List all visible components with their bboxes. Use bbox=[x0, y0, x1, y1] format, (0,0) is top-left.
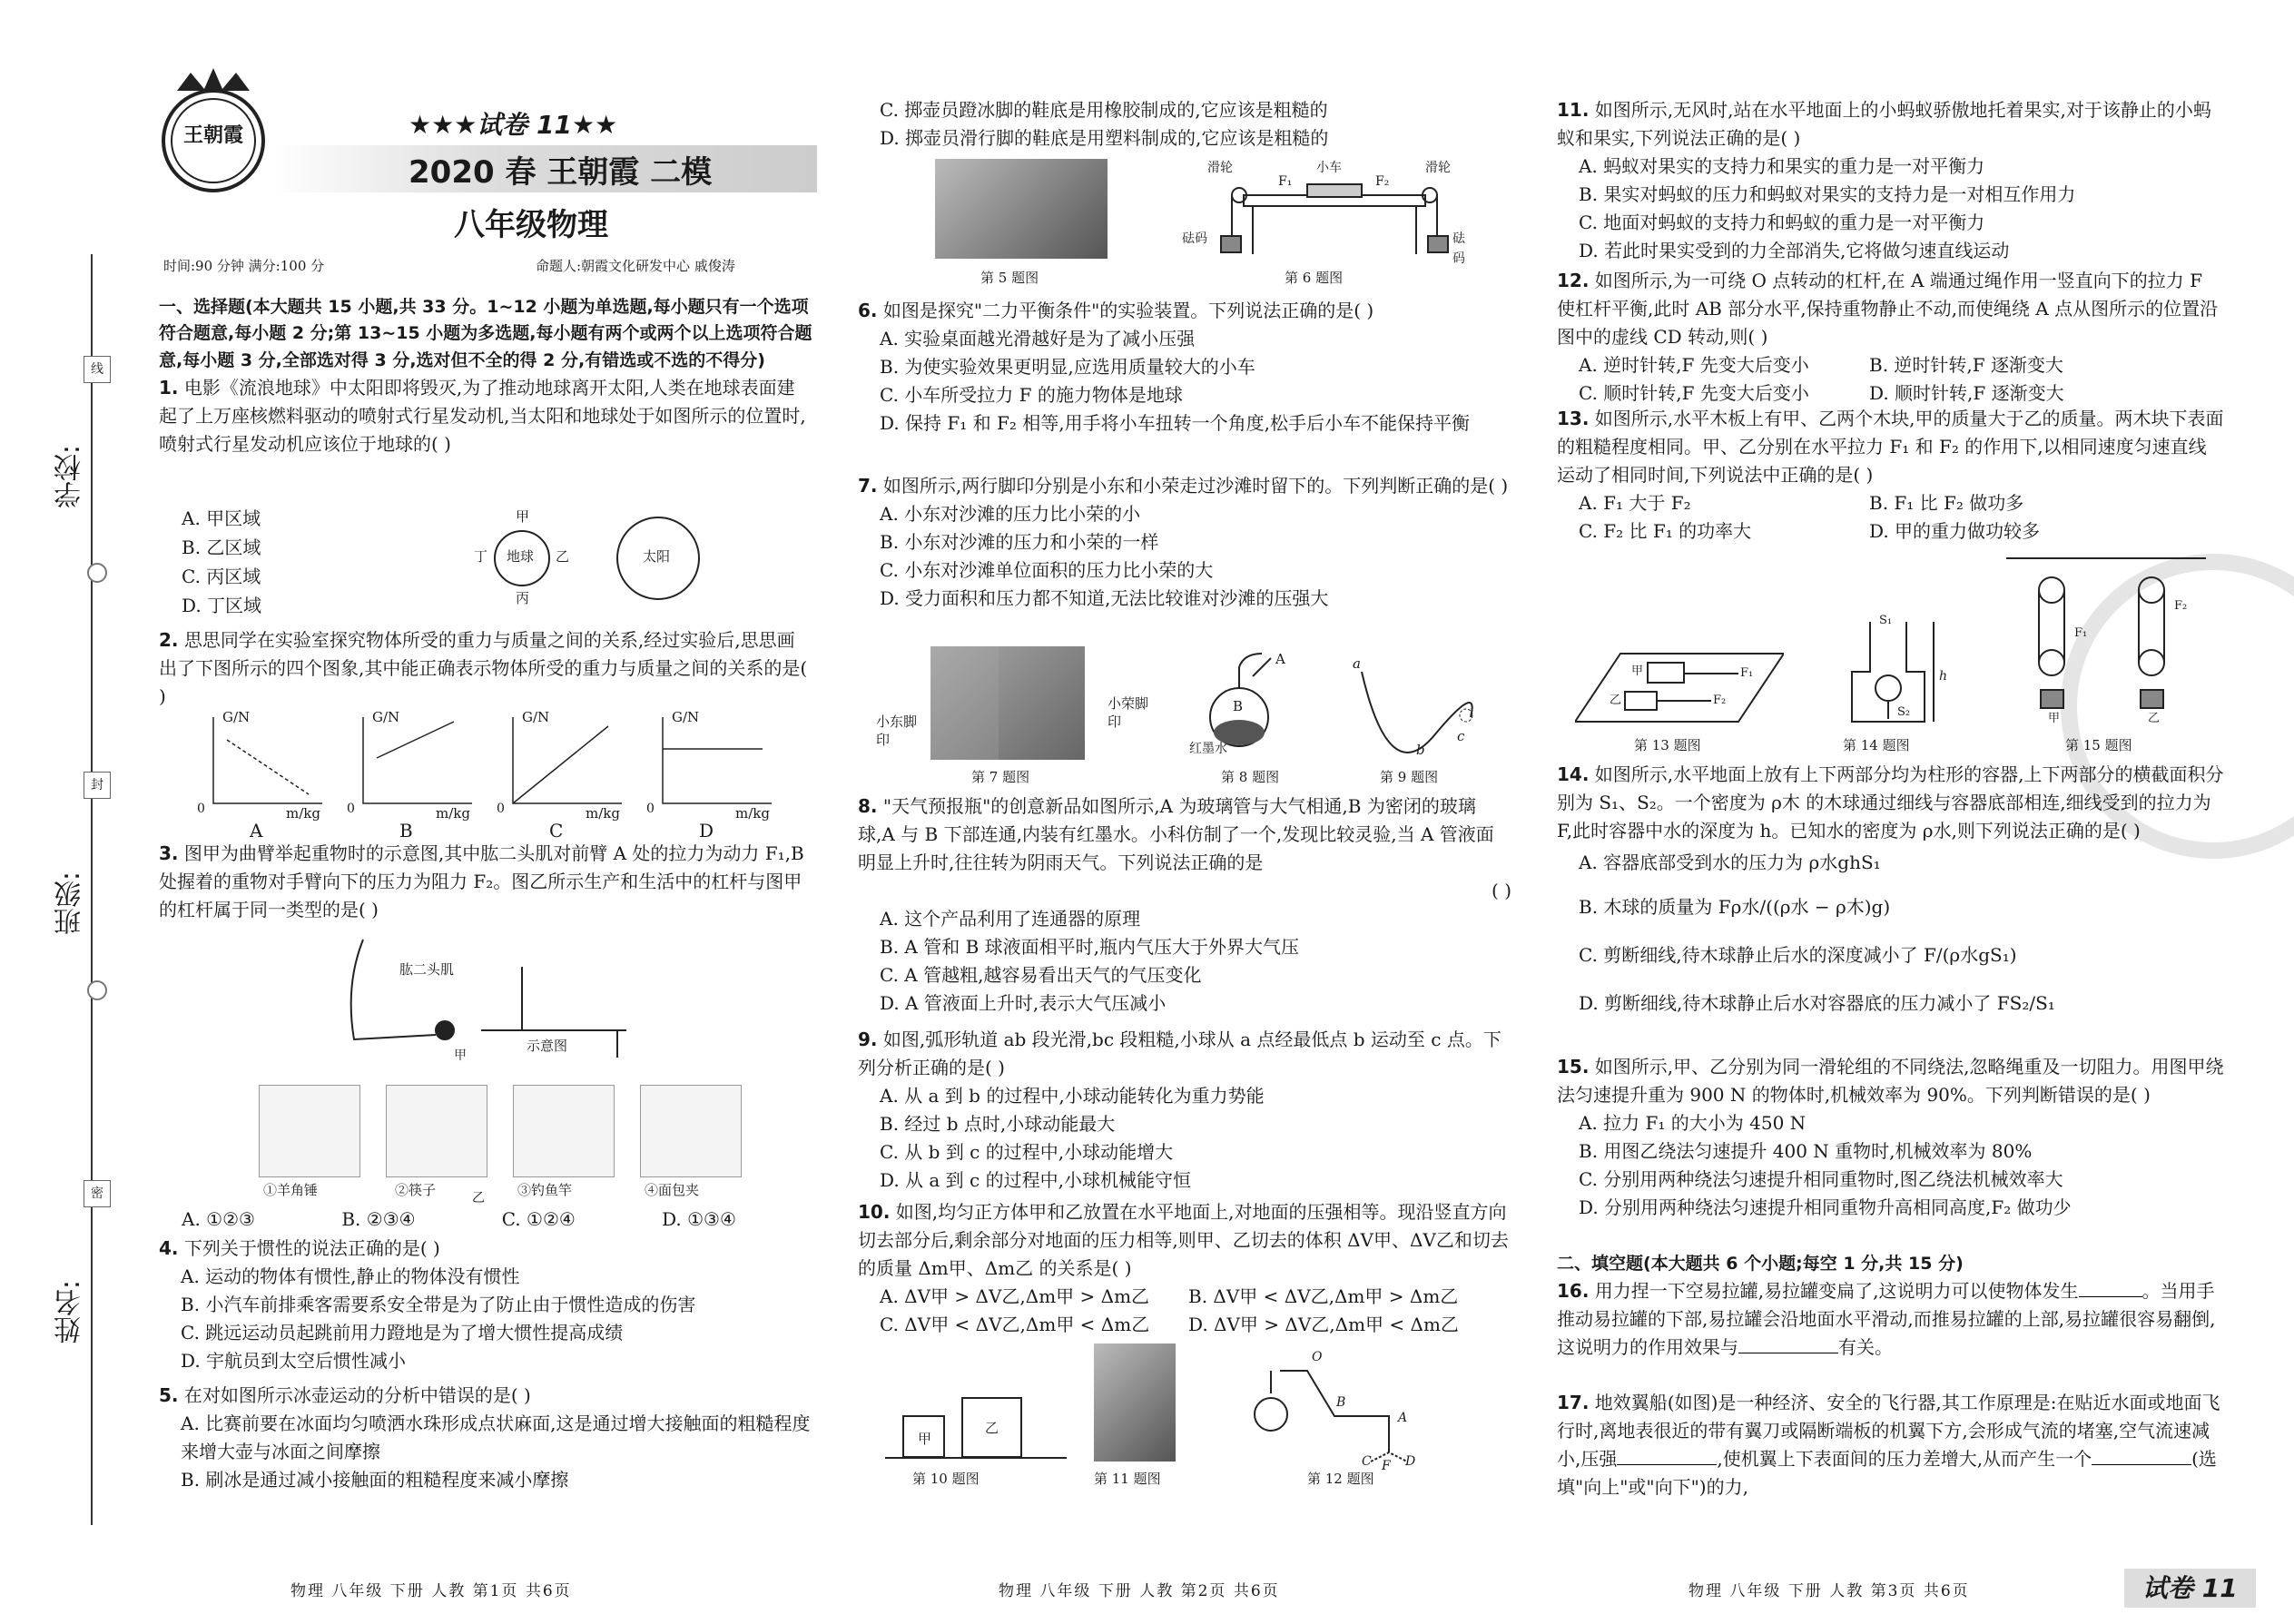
exam-subtitle: 八年级物理 bbox=[454, 207, 608, 243]
graph-x-label: m/kg bbox=[735, 805, 770, 822]
option[interactable]: A. F₁ 大于 F₂ bbox=[1579, 492, 1691, 514]
weight-label: 砝码 bbox=[1452, 231, 1465, 266]
fig9-track bbox=[1353, 655, 1489, 763]
pulley-label: 滑轮 bbox=[1425, 161, 1451, 175]
option[interactable]: C. 丙区域 bbox=[182, 566, 261, 587]
earth-label: 地球 bbox=[507, 548, 535, 565]
east-label: 乙 bbox=[556, 548, 570, 565]
option[interactable]: D. 若此时果实受到的力全部消失,它将做匀速直线运动 bbox=[1579, 240, 2010, 261]
graph-y-label: G/N bbox=[672, 709, 700, 725]
question-text: 有关。 bbox=[1838, 1336, 1893, 1358]
exam-badge: ★★★试卷 11★★ bbox=[409, 110, 618, 140]
option[interactable]: A. 拉力 F₁ 的大小为 450 N bbox=[1579, 1112, 1807, 1134]
south-label: 丙 bbox=[516, 590, 530, 606]
question-11 bbox=[1557, 96, 2224, 265]
fig11-caption: 第 11 题图 bbox=[1094, 1471, 1161, 1487]
question-text: 在对如图所示冰壶运动的分析中错误的是( ) bbox=[183, 1384, 531, 1406]
question-text: 如图是探究"二力平衡条件"的实验装置。下列说法正确的是( ) bbox=[882, 300, 1374, 321]
option[interactable]: D. 保持 F₁ 和 F₂ 相等,用手将小车扭转一个角度,松手后小车不能保持平衡 bbox=[880, 412, 1470, 434]
option[interactable]: C. 掷壶员蹬冰脚的鞋底是用橡胶制成的,它应该是粗糙的 bbox=[880, 99, 1328, 121]
section-2-heading: 二、填空题(本大题共 6 个小题;每空 1 分,共 15 分) bbox=[1557, 1254, 1964, 1274]
question-text: 如图,弧形轨道 ab 段光滑,bc 段粗糙,小球从 a 点经最低点 b 运动至 c 点。下列分析正确的是( ) bbox=[858, 1029, 1501, 1078]
rong-label: 小荣脚印 bbox=[1108, 695, 1149, 730]
question-6 bbox=[858, 297, 1511, 438]
fig14-container bbox=[1834, 614, 1961, 731]
question-7 bbox=[858, 472, 1511, 613]
question-13 bbox=[1557, 405, 2224, 546]
d-label: D bbox=[1405, 1454, 1416, 1469]
option[interactable]: D. 甲的重力做功较多 bbox=[1869, 520, 2041, 542]
fig8-caption: 第 8 题图 bbox=[1221, 769, 1280, 785]
question-text: 如图所示,两行脚印分别是小东和小荣走过沙滩时留下的。下列判断正确的是( ) bbox=[882, 475, 1509, 497]
question-text: ,使机翼上下表面间的压力差增大,从而产生一个 bbox=[1717, 1448, 2092, 1470]
fig5-caption: 第 5 题图 bbox=[980, 270, 1039, 286]
class-label: 班级: bbox=[54, 871, 86, 936]
q1-options bbox=[182, 504, 261, 620]
option[interactable]: A. 小东对沙滩的压力比小荣的小 bbox=[880, 503, 1141, 525]
q1-figure bbox=[454, 508, 726, 608]
tool-label: ④面包夹 bbox=[645, 1182, 700, 1198]
f1-label: F₁ bbox=[2074, 626, 2088, 640]
question-3 bbox=[159, 840, 812, 924]
jia-label: 甲 bbox=[2048, 712, 2061, 725]
question-number: 12. bbox=[1557, 270, 1590, 291]
question-number: 7. bbox=[858, 475, 878, 497]
question-text: 如图所示,为一可绕 O 点转动的杠杆,在 A 端通过绳作用一竖直向下的拉力 F 使杠杆平衡,此时 AB 部分水平,保持重物静止不动,而使绳绕 A 点从图所示的位置沿图中的虚线 CD 转动,则( ) bbox=[1557, 270, 2219, 348]
ink-label: 红墨水 bbox=[1189, 742, 1227, 756]
graph-y-label: G/N bbox=[522, 709, 550, 725]
question-text: 思思同学在实验室探究物体所受的重力与质量之间的关系,经过实验后,思思画出了下图所示的四个图象,其中能正确表示物体所受的重力与质量之间的关系的是( ) bbox=[159, 629, 808, 707]
a-label: a bbox=[1353, 655, 1361, 672]
option[interactable]: C. ①②④ bbox=[501, 1208, 576, 1230]
option[interactable]: C bbox=[549, 820, 564, 842]
question-text: (选填"向上"或"向下")的力, bbox=[1557, 1448, 2217, 1498]
option[interactable]: C. 地面对蚂蚁的支持力和蚂蚁的重力是一对平衡力 bbox=[1579, 212, 1985, 233]
section-1-heading: 一、选择题(本大题共 15 小题,共 33 分。1~12 小题为单选题,每小题只有一个选项符合题意,每小题 2 分;第 13~15 小题为多选题,每小题有两个或两个以上选项符合题意,每小题 3 分,全部选对得 3 分,选对但不全的得 2 分,有错选或不选的不得分) bbox=[159, 297, 812, 370]
question-16 bbox=[1557, 1277, 2224, 1362]
option[interactable]: D bbox=[699, 820, 714, 842]
graph-y-label: G/N bbox=[372, 709, 400, 725]
option[interactable]: A. 甲区域 bbox=[182, 507, 261, 529]
fig9-caption: 第 9 题图 bbox=[1380, 769, 1439, 785]
yi-label: 乙 bbox=[1610, 694, 1622, 707]
question-15 bbox=[1557, 1053, 2224, 1222]
west-label: 丁 bbox=[474, 548, 488, 565]
option[interactable]: C. 小东对沙滩单位面积的压力比小荣的大 bbox=[880, 559, 1214, 581]
option[interactable]: C. 分别用两种绕法匀速提升相同重物时,图乙绕法机械效率大 bbox=[1579, 1168, 2063, 1190]
answer-paren: ( ) bbox=[1492, 880, 1511, 901]
question-text: 如图所示,水平地面上放有上下两部分均为柱形的容器,上下两部分的横截面积分别为 S₁、S₂。一个密度为 ρ木 的木球通过细线与容器底部相连,细线受到的拉力为 F,此时容器中水的深度为 h。已知水的密度为 ρ水,则下列说法正确的是( ) bbox=[1557, 763, 2224, 842]
tool-label: ①羊角锤 bbox=[263, 1182, 319, 1198]
footer-badge: 试卷 11 bbox=[2124, 1569, 2256, 1608]
option[interactable]: A. 容器底部受到水的压力为 ρ水ghS₁ bbox=[1579, 851, 1881, 873]
question-4 bbox=[159, 1235, 812, 1375]
seal-char-3: 密 bbox=[84, 1180, 111, 1207]
option[interactable]: B. 经过 b 点时,小球动能最大 bbox=[880, 1113, 1116, 1135]
option[interactable]: D. 剪断细线,待木球静止后水对容器底的压力减小了 FS₂/S₁ bbox=[1579, 992, 2055, 1014]
option[interactable]: B. 果实对蚂蚁的压力和蚂蚁对果实的支持力是一对相互作用力 bbox=[1579, 183, 2076, 205]
option[interactable]: B. F₁ 比 F₂ 做功多 bbox=[1869, 492, 2024, 514]
question-number: 6. bbox=[858, 300, 878, 321]
fig8-bottle bbox=[1189, 649, 1307, 758]
f2-label: F₂ bbox=[1375, 174, 1390, 189]
tool-image-hammer bbox=[259, 1085, 360, 1177]
a-label: A bbox=[1398, 1411, 1408, 1425]
b-label: B bbox=[1336, 1395, 1346, 1410]
question-number: 11. bbox=[1557, 99, 1590, 121]
fig7-caption: 第 7 题图 bbox=[971, 769, 1030, 785]
question-text: 。当用手推动易拉罐的下部,易拉罐会沿地面水平滑动,而推易拉罐的上部,易拉罐很容易翻倒,这说明力的作用效果与 bbox=[1557, 1280, 2216, 1358]
question-2 bbox=[159, 626, 812, 711]
option[interactable]: B. 为使实验效果更明显,应选用质量较大的小车 bbox=[880, 356, 1255, 378]
question-text: 地效翼船(如图)是一种经济、安全的飞行器,其工作原理是:在贴近水面或地面飞行时,离地表很近的带有翼刀或隔断端板的机翼下方,会形成气流的堵塞,空气流速减小,压强 bbox=[1557, 1392, 2220, 1470]
question-12 bbox=[1557, 267, 2224, 408]
option[interactable]: C. 顺时针转,F 先变大后变小 bbox=[1579, 382, 1809, 404]
option[interactable]: B. 木球的质量为 Fρ水/((ρ水 − ρ木)g) bbox=[1579, 896, 1891, 918]
binding-ring bbox=[87, 563, 107, 583]
f-label: F bbox=[1382, 1459, 1391, 1473]
option[interactable]: D. 丁区域 bbox=[182, 595, 262, 616]
north-label: 甲 bbox=[516, 508, 530, 525]
s2-label: S₂ bbox=[1897, 705, 1911, 719]
option[interactable]: B. ΔV甲 < ΔV乙,Δm甲 > Δm乙 bbox=[1188, 1285, 1459, 1307]
question-text: 如图,均匀正方体甲和乙放置在水平地面上,对地面的压强相等。现沿竖直方向切去部分后,剩余部分对地面的压力相等,则甲、乙切去的体积 ΔV甲、ΔV乙和切去的质量 Δm甲、Δm乙 的关系是( ) bbox=[858, 1201, 1509, 1279]
option[interactable]: C. 剪断细线,待木球静止后水的深度减小了 F/(ρ水gS₁) bbox=[1579, 944, 2017, 966]
o-label: O bbox=[1312, 1350, 1323, 1364]
f1-label: F₁ bbox=[1740, 666, 1754, 680]
question-number: 15. bbox=[1557, 1056, 1590, 1078]
question-text: 用力捏一下空易拉罐,易拉罐变扁了,这说明力可以使物体发生 bbox=[1594, 1280, 2079, 1302]
option[interactable]: B. 逆时针转,F 逐渐变大 bbox=[1869, 354, 2064, 376]
fig15-pulleys bbox=[2006, 554, 2206, 726]
option[interactable]: D. 掷壶员滑行脚的鞋底是用塑料制成的,它应该是粗糙的 bbox=[880, 127, 1329, 149]
option[interactable]: A. ΔV甲 > ΔV乙,Δm甲 > Δm乙 bbox=[880, 1285, 1150, 1307]
tool-image-fishing-rod bbox=[513, 1085, 615, 1177]
yi-label: 乙 bbox=[2148, 712, 2161, 725]
option[interactable]: A. ①②③ bbox=[182, 1208, 255, 1230]
curling-photo bbox=[935, 159, 1108, 259]
graph-y-label: G/N bbox=[222, 709, 251, 725]
f2-label: F₂ bbox=[1713, 694, 1727, 707]
question-number: 3. bbox=[159, 842, 179, 864]
f1-label: F₁ bbox=[1278, 174, 1293, 189]
question-number: 1. bbox=[159, 377, 179, 399]
question-number: 10. bbox=[858, 1201, 891, 1223]
answer-blank[interactable] bbox=[2079, 1296, 2142, 1297]
weight-label: 砝码 bbox=[1182, 231, 1207, 246]
option[interactable]: A. 实验桌面越光滑越好是为了减小压强 bbox=[880, 328, 1196, 349]
option[interactable]: C. A 管越粗,越容易看出天气的气压变化 bbox=[880, 964, 1202, 986]
question-number: 17. bbox=[1557, 1392, 1590, 1413]
exam-author: 命题人:朝霞文化研发中心 戚俊涛 bbox=[536, 258, 735, 274]
option[interactable]: D. 从 a 到 c 的过程中,小球机械能守恒 bbox=[880, 1169, 1191, 1191]
school-label: 学校: bbox=[54, 445, 86, 509]
question-text: 如图所示,无风时,站在水平地面上的小蚂蚁骄傲地托着果实,对于该静止的小蚂蚁和果实,下列说法正确的是( ) bbox=[1557, 99, 2211, 149]
q3-tools bbox=[259, 1085, 803, 1203]
answer-blank[interactable] bbox=[1617, 1464, 1717, 1465]
seal-char-2: 封 bbox=[84, 772, 111, 799]
tool-label: ③钓鱼竿 bbox=[517, 1182, 573, 1198]
b-label: b bbox=[1416, 742, 1425, 758]
option[interactable]: D. 分别用两种绕法匀速提升相同重物升高相同高度,F₂ 做功少 bbox=[1579, 1196, 2072, 1218]
fig13-caption: 第 13 题图 bbox=[1634, 737, 1701, 753]
graph-origin: 0 bbox=[197, 802, 205, 816]
column-2 bbox=[858, 96, 1511, 153]
option[interactable]: B. 小汽车前排乘客需要系安全带是为了防止由于惯性造成的伤害 bbox=[181, 1294, 696, 1315]
question-9 bbox=[858, 1026, 1511, 1195]
question-number: 16. bbox=[1557, 1280, 1590, 1302]
option[interactable]: D. 宇航员到太空后惯性减小 bbox=[181, 1350, 407, 1372]
option[interactable]: B. 用图乙绕法匀速提升 400 N 重物时,机械效率为 80% bbox=[1579, 1140, 2033, 1162]
option[interactable]: A. 比赛前要在冰面均匀喷洒水珠形成点状麻面,这是通过增大接触面的粗糙程度来增大壶与冰面之间摩擦 bbox=[181, 1412, 811, 1462]
tool-image-chopsticks bbox=[386, 1085, 487, 1177]
option[interactable]: B. 刷冰是通过减小接触面的粗糙程度来减小摩擦 bbox=[181, 1469, 569, 1491]
brand-logo bbox=[154, 64, 272, 200]
page-footer-2: 物理 八年级 下册 人教 第2页 共6页 bbox=[999, 1582, 1280, 1600]
seal-char-1: 线 bbox=[84, 356, 111, 383]
sun-label: 太阳 bbox=[643, 548, 671, 565]
tool-label: ②筷子 bbox=[395, 1182, 437, 1198]
graph-x-label: m/kg bbox=[586, 805, 620, 822]
answer-blank[interactable] bbox=[2092, 1464, 2191, 1465]
fig15-caption: 第 15 题图 bbox=[2065, 737, 2132, 753]
question-number: 2. bbox=[159, 629, 179, 651]
h-label: h bbox=[1939, 669, 1948, 684]
option[interactable]: C. F₂ 比 F₁ 的功率大 bbox=[1579, 520, 1752, 542]
option[interactable]: B bbox=[399, 820, 413, 842]
fig12-caption: 第 12 题图 bbox=[1307, 1471, 1374, 1487]
f2-label: F₂ bbox=[2174, 599, 2188, 613]
figure-yi-label: 乙 bbox=[472, 1191, 485, 1206]
question-10 bbox=[858, 1198, 1511, 1339]
c-label: C bbox=[1362, 1454, 1372, 1469]
question-14 bbox=[1557, 761, 2224, 1018]
fig13-board bbox=[1575, 635, 1784, 726]
question-8 bbox=[858, 792, 1511, 1018]
graph-x-label: m/kg bbox=[436, 805, 470, 822]
question-text: 图甲为曲臂举起重物时的示意图,其中肱二头肌对前臂 A 处的拉力为动力 F₁,B 处握着的重物对手臂向下的压力为阻力 F₂。图乙所示生产和生活中的杠杆与图甲的杠杆属于同一类型的是( ) bbox=[159, 842, 804, 920]
option[interactable]: A bbox=[250, 820, 263, 842]
question-text: 如图所示,水平木板上有甲、乙两个木块,甲的质量大于乙的质量。两木块下表面的粗糙程度相同。甲、乙分别在水平拉力 F₁ 和 F₂ 的作用下,以相同速度匀速直线运动了相同时间,下列说法中正确的是( ) bbox=[1557, 408, 2224, 486]
ant-photo bbox=[1094, 1343, 1176, 1462]
fig14-caption: 第 14 题图 bbox=[1843, 737, 1910, 753]
question-number: 5. bbox=[159, 1384, 179, 1406]
dong-label: 小东脚印 bbox=[876, 714, 918, 748]
question-number: 13. bbox=[1557, 408, 1590, 429]
figure-jia-label: 甲 bbox=[454, 1048, 467, 1063]
fig10-caption: 第 10 题图 bbox=[912, 1471, 980, 1487]
time-score: 时间:90 分钟 满分:100 分 bbox=[163, 258, 325, 274]
schematic-label: 示意图 bbox=[527, 1038, 568, 1054]
fig10-cubes bbox=[885, 1389, 1067, 1462]
page-footer-1: 物理 八年级 下册 人教 第1页 共6页 bbox=[290, 1582, 572, 1600]
question-number: 4. bbox=[159, 1237, 179, 1259]
graph-x-label: m/kg bbox=[286, 805, 320, 822]
option[interactable]: B. 乙区域 bbox=[182, 536, 261, 558]
pulley-label: 滑轮 bbox=[1207, 161, 1233, 175]
graph-origin: 0 bbox=[497, 802, 505, 816]
question-text: "天气预报瓶"的创意新品如图所示,A 为玻璃管与大气相通,B 为密闭的玻璃球,A 与 B 下部连通,内装有红墨水。小科仿制了一个,发现比较灵验,当 A 管液面明显上升时,往往转为阴雨天气。下列说法正确的是 bbox=[858, 795, 1494, 873]
tool-image-bread-clip bbox=[640, 1085, 742, 1177]
s1-label: S₁ bbox=[1879, 614, 1893, 627]
option[interactable]: D. 顺时针转,F 逐渐变大 bbox=[1869, 382, 2064, 404]
option[interactable]: C. 小车所受拉力 F 的施力物体是地球 bbox=[880, 384, 1183, 406]
page-footer-3: 物理 八年级 下册 人教 第3页 共6页 bbox=[1689, 1582, 1970, 1600]
brand-name: 王朝霞 bbox=[182, 123, 243, 147]
car-label: 小车 bbox=[1316, 161, 1342, 175]
question-17 bbox=[1557, 1389, 2224, 1501]
option[interactable]: B. ②③④ bbox=[341, 1208, 416, 1230]
question-text: 如图所示,甲、乙分别为同一滑轮组的不同绕法,忽略绳重及一切阻力。用图甲绕法匀速提升重为 900 N 的物体时,机械效率为 90%。下列判断错误的是( ) bbox=[1557, 1056, 2224, 1106]
fig6-apparatus bbox=[1182, 161, 1465, 266]
option[interactable]: C. 跳远运动员起跳前用力蹬地是为了增大惯性提高成绩 bbox=[181, 1322, 624, 1343]
q2-graphs bbox=[197, 709, 794, 831]
graph-origin: 0 bbox=[646, 802, 655, 816]
option[interactable]: A. 运动的物体有惯性,静止的物体没有惯性 bbox=[181, 1265, 520, 1287]
fig12-lever bbox=[1235, 1343, 1416, 1471]
jia-label: 甲 bbox=[918, 1431, 932, 1447]
b-label: B bbox=[1233, 698, 1244, 714]
name-label: 姓名: bbox=[54, 1280, 86, 1344]
option[interactable]: A. 从 a 到 b 的过程中,小球动能转化为重力势能 bbox=[880, 1085, 1265, 1107]
q3-options bbox=[182, 1206, 817, 1234]
binding-ring bbox=[87, 980, 107, 1000]
question-text: 下列关于惯性的说法正确的是( ) bbox=[183, 1237, 440, 1259]
yi-label: 乙 bbox=[985, 1420, 999, 1436]
option[interactable]: A. 逆时针转,F 先变大后变小 bbox=[1579, 354, 1809, 376]
c-label: c bbox=[1457, 728, 1465, 744]
graph-origin: 0 bbox=[347, 802, 355, 816]
a-label: A bbox=[1275, 651, 1285, 667]
option[interactable]: B. A 管和 B 球液面相平时,瓶内气压大于外界大气压 bbox=[880, 936, 1299, 958]
option[interactable]: C. 从 b 到 c 的过程中,小球动能增大 bbox=[880, 1141, 1174, 1163]
question-number: 9. bbox=[858, 1029, 878, 1050]
option[interactable]: C. ΔV甲 < ΔV乙,Δm甲 < Δm乙 bbox=[880, 1314, 1150, 1335]
fig6-caption: 第 6 题图 bbox=[1285, 270, 1344, 286]
option[interactable]: D. 受力面积和压力都不知道,无法比较谁对沙滩的压强大 bbox=[880, 587, 1329, 609]
option[interactable]: B. 小东对沙滩的压力和小荣的一样 bbox=[880, 531, 1159, 553]
footprint-photo bbox=[999, 646, 1085, 760]
question-5 bbox=[159, 1382, 812, 1494]
option[interactable]: D. A 管液面上升时,表示大气压减小 bbox=[880, 992, 1167, 1014]
question-number: 8. bbox=[858, 795, 878, 817]
column-1 bbox=[159, 294, 812, 458]
option[interactable]: D. ΔV甲 > ΔV乙,Δm甲 < Δm乙 bbox=[1188, 1314, 1459, 1335]
option[interactable]: A. 蚂蚁对果实的支持力和果实的重力是一对平衡力 bbox=[1579, 155, 1985, 177]
question-text: 电影《流浪地球》中太阳即将毁灭,为了推动地球离开太阳,人类在地球表面建起了上万座核燃料驱动的喷射式行星发动机,当太阳和地球处于如图所示的位置时,喷射式行星发动机应该位于地球的( ) bbox=[159, 377, 806, 456]
muscle-label: 肱二头肌 bbox=[399, 961, 455, 978]
option[interactable]: A. 这个产品利用了连通器的原理 bbox=[880, 908, 1141, 930]
question-number: 14. bbox=[1557, 763, 1590, 785]
exam-title: 2020 春 王朝霞 二模 bbox=[409, 154, 713, 191]
jia-label: 甲 bbox=[1631, 664, 1644, 678]
question-1 bbox=[159, 374, 812, 458]
q3-figure-jia bbox=[327, 930, 654, 1067]
option[interactable]: D. ①③④ bbox=[662, 1208, 736, 1230]
